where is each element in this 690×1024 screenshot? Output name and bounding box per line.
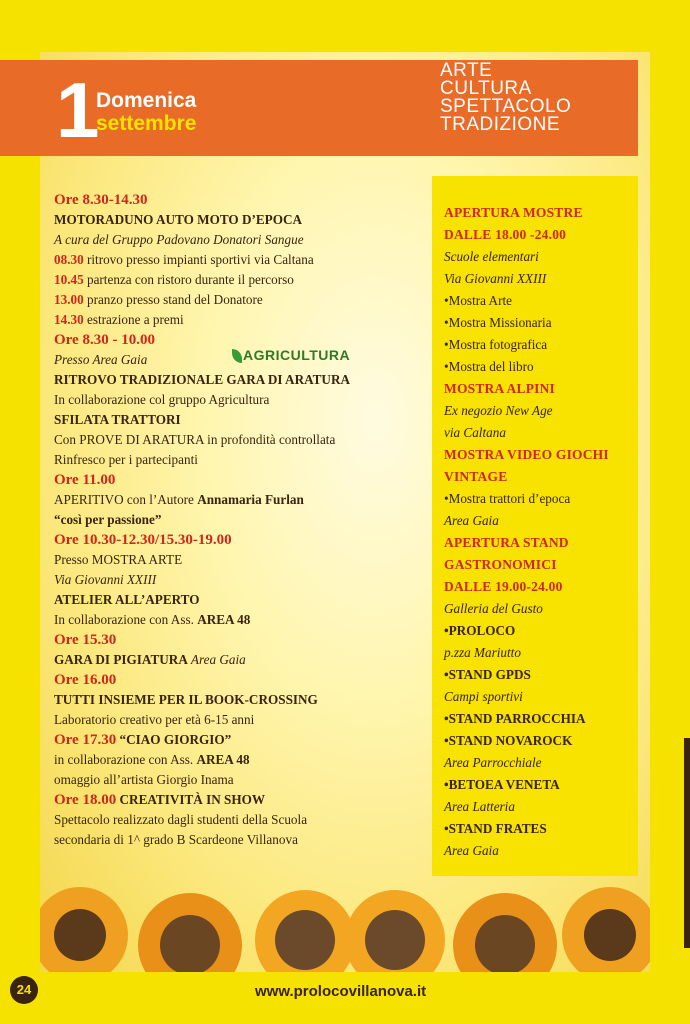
location: via Caltana — [444, 425, 506, 440]
theme-title — [440, 62, 630, 134]
location: Area Parrocchiale — [444, 755, 542, 770]
location: Ex negozio New Age — [444, 403, 553, 418]
stand-name: •BETOEA VENETA — [444, 777, 560, 792]
location: Via Giovanni XXIII — [444, 271, 547, 286]
sunflower-icon — [138, 893, 242, 972]
section-heading: VINTAGE — [444, 469, 508, 484]
section-heading: MOSTRA ALPINI — [444, 381, 555, 396]
event-street: Via Giovanni XXIII — [54, 572, 157, 587]
location: Area Gaia — [444, 513, 499, 528]
schedule-time: 10.45 — [54, 272, 84, 287]
edge-tab — [684, 738, 690, 948]
event-time: Ore 10.30-12.30/15.30-19.00 — [54, 532, 232, 548]
day-number: 1 — [56, 66, 96, 154]
schedule-text: ritrovo presso impianti sportivi via Caltana — [86, 252, 314, 267]
section-heading: APERTURA STAND — [444, 535, 569, 550]
event-place: Presso Area Gaia — [54, 352, 148, 367]
stand-name: •PROLOCO — [444, 623, 516, 638]
event-subtitle: A cura del Gruppo Padovano Donatori Sangue — [54, 232, 304, 247]
event-title: TUTTI INSIEME PER IL BOOK-CROSSING — [54, 692, 318, 707]
sunflower-icon — [40, 887, 128, 972]
page-number: 24 — [10, 976, 38, 1004]
event-place: Area Gaia — [187, 652, 246, 667]
sunflower-icon — [255, 890, 355, 972]
schedule-text: partenza con ristoro durante il percorso — [86, 272, 294, 287]
section-heading: MOSTRA VIDEO GIOCHI — [444, 447, 609, 462]
location: Campi sportivi — [444, 689, 523, 704]
event-text: APERITIVO con l’Autore — [54, 492, 198, 507]
leaf-icon — [232, 349, 242, 363]
website-link[interactable]: www.prolocovillanova.it — [255, 983, 427, 1000]
event-time: Ore 11.00 — [54, 472, 116, 488]
event-title: “CIAO GIORGIO” — [116, 732, 232, 747]
location: p.zza Mariutto — [444, 645, 521, 660]
event-text: in profondità controllata — [203, 432, 336, 447]
section-heading: DALLE 19.00-24.00 — [444, 579, 563, 594]
schedule-time: 08.30 — [54, 252, 84, 267]
event-text: secondaria di 1^ grado B Scardeone Villanova — [54, 832, 298, 847]
logo-text: AGRICULTURA — [243, 347, 351, 363]
event-text: In collaborazione col gruppo Agricultura — [54, 392, 270, 407]
day-name: Domenica — [96, 89, 197, 112]
event-time: Ore 8.30 - 10.00 — [54, 332, 155, 348]
event-text: PROVE DI ARATURA — [79, 432, 204, 447]
stand-name: •STAND NOVAROCK — [444, 733, 573, 748]
association-name: AREA 48 — [196, 752, 250, 767]
list-item: •Mostra trattori d’epoca — [444, 491, 571, 506]
event-time: Ore 17.30 — [54, 732, 117, 748]
agricultura-logo — [232, 344, 350, 366]
list-item: •Mostra Arte — [444, 293, 512, 308]
section-heading: DALLE 18.00 -24.00 — [444, 227, 567, 242]
event-time: Ore 16.00 — [54, 672, 117, 688]
list-item: •Mostra Missionaria — [444, 315, 552, 330]
sunflower-icon — [345, 890, 445, 972]
event-time: Ore 15.30 — [54, 632, 117, 648]
event-text: Con — [54, 432, 80, 447]
event-title: MOTORADUNO AUTO MOTO D’EPOCA — [54, 212, 303, 227]
event-text: in collaborazione con Ass. — [54, 752, 197, 767]
book-title: “così per passione” — [54, 512, 162, 527]
association-name: AREA 48 — [197, 612, 251, 627]
event-text: Spettacolo realizzato dagli studenti della Scuola — [54, 812, 308, 827]
month-name: settembre — [96, 112, 197, 135]
section-heading: GASTRONOMICI — [444, 557, 557, 572]
event-time: Ore 8.30-14.30 — [54, 192, 148, 208]
event-text: omaggio all’artista Giorgio Inama — [54, 772, 234, 787]
location: Galleria del Gusto — [444, 601, 543, 616]
event-text: In collaborazione con Ass. — [54, 612, 198, 627]
theme-line: SPETTACOLO — [440, 96, 572, 117]
location: Area Gaia — [444, 843, 499, 858]
location: Scuole elementari — [444, 249, 539, 264]
event-title: GARA DI PIGIATURA — [54, 652, 188, 667]
sunflower-icon — [453, 893, 557, 972]
event-text: Rinfresco per i partecipanti — [54, 452, 198, 467]
theme-line: CULTURA — [440, 78, 532, 99]
stand-name: •STAND PARROCCHIA — [444, 711, 586, 726]
exhibits-list — [444, 202, 640, 862]
list-item: •Mostra fotografica — [444, 337, 548, 352]
event-time: Ore 18.00 — [54, 792, 117, 808]
schedule-text: estrazione a premi — [86, 312, 184, 327]
sunflowers-decoration — [40, 855, 650, 972]
stand-name: •STAND FRATES — [444, 821, 547, 836]
event-title: RITROVO TRADIZIONALE GARA DI ARATURA — [54, 372, 351, 387]
event-title: CREATIVITÀ IN SHOW — [116, 792, 266, 807]
schedule-time: 13.00 — [54, 292, 84, 307]
schedule-text: pranzo presso stand del Donatore — [86, 292, 263, 307]
theme-line: ARTE — [440, 60, 493, 81]
program-list — [54, 190, 424, 850]
stand-name: •STAND GPDS — [444, 667, 531, 682]
list-item: •Mostra del libro — [444, 359, 534, 374]
sunflower-icon — [562, 887, 650, 972]
event-place: Presso MOSTRA ARTE — [54, 552, 183, 567]
event-title: ATELIER ALL’APERTO — [54, 592, 200, 607]
section-heading: APERTURA MOSTRE — [444, 205, 583, 220]
author-name: Annamaria Furlan — [197, 492, 304, 507]
location: Area Latteria — [444, 799, 515, 814]
theme-line: TRADIZIONE — [440, 114, 561, 135]
schedule-time: 14.30 — [54, 312, 84, 327]
event-text: Laboratorio creativo per età 6-15 anni — [54, 712, 255, 727]
event-title: SFILATA TRATTORI — [54, 412, 181, 427]
